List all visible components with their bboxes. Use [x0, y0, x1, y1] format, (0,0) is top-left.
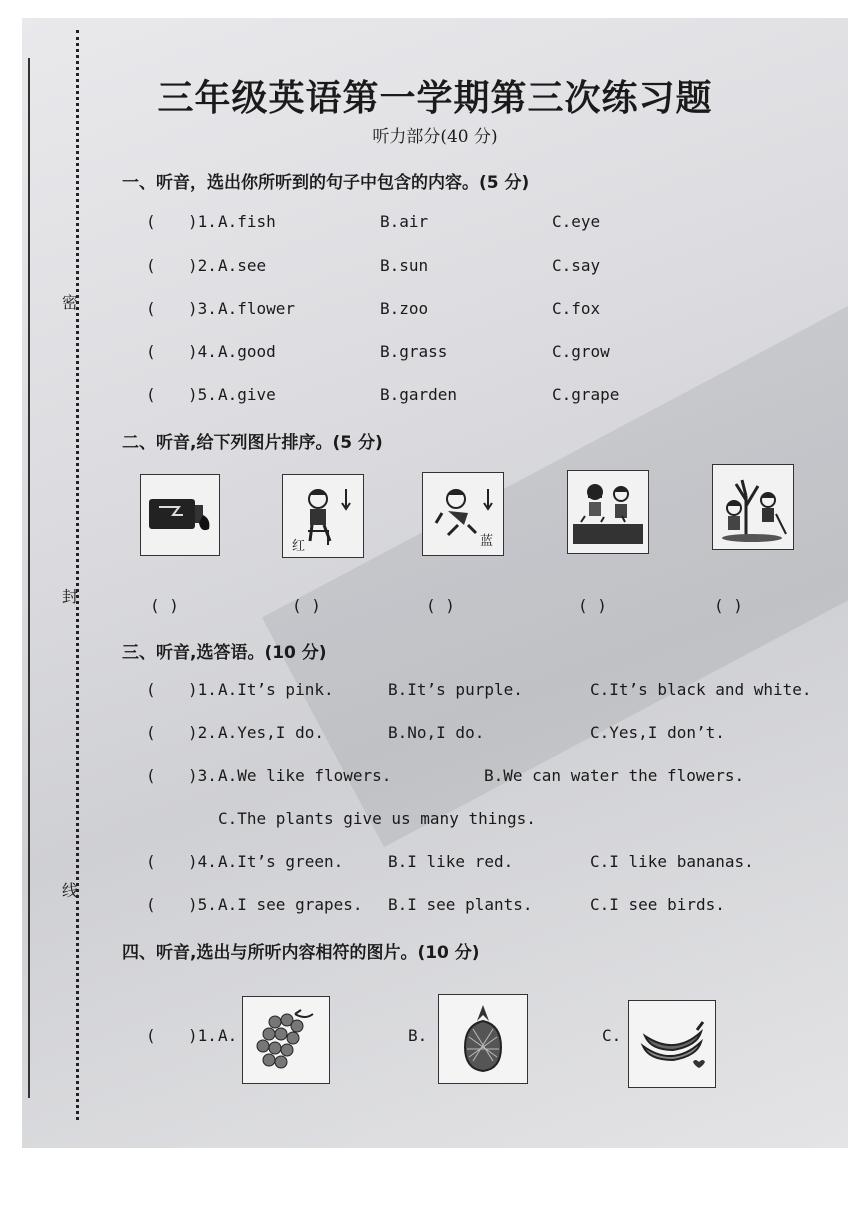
page-title: 三年级英语第一学期第三次练习题 — [157, 78, 713, 119]
children-tree-icon — [716, 470, 790, 544]
section4-heading: 四、听音,选出与所听内容相符的图片。(10 分) — [122, 943, 480, 963]
order-blank-3[interactable]: ( ) — [426, 596, 455, 615]
paint-tube-icon — [145, 485, 215, 545]
question-number: )4. — [188, 852, 217, 871]
question-number: )4. — [188, 342, 217, 361]
s4-question-1 — [22, 1026, 848, 1052]
question-number: )1. — [188, 1026, 217, 1045]
binding-char-feng: 封 — [62, 587, 79, 606]
s1-question-1 — [22, 212, 848, 238]
s1-question-2 — [22, 256, 848, 282]
option-c: C.Yes,I don’t. — [590, 723, 725, 742]
option-c-label: C. — [602, 1026, 622, 1045]
picture-children-planting — [567, 470, 649, 554]
option-a: A.It’s pink. — [218, 680, 334, 699]
option-c: C.I like bananas. — [590, 852, 754, 871]
option-c: C.I see birds. — [590, 895, 725, 914]
option-b: B.I like red. — [388, 852, 514, 871]
s1-question-4 — [22, 342, 848, 368]
worksheet-page — [22, 18, 848, 1148]
option-c: C.It’s black and white. — [590, 680, 812, 699]
answer-blank[interactable]: ( — [146, 1026, 156, 1045]
question-number: )3. — [188, 766, 217, 785]
binding-dotted-line — [76, 30, 79, 1120]
picture-paint-tube — [140, 474, 220, 556]
s3-question-1 — [22, 680, 848, 706]
option-b: B.zoo — [380, 299, 429, 318]
s1-question-5 — [22, 385, 848, 411]
answer-blank[interactable]: ( — [146, 723, 156, 742]
binding-char-xian: 线 — [62, 881, 79, 900]
section2-heading: 二、听音,给下列图片排序。(5 分) — [122, 433, 383, 453]
s3-question-3-cont — [22, 809, 848, 835]
question-number: )3. — [188, 299, 217, 318]
option-c: C.fox — [552, 299, 601, 318]
option-a: A.fish — [218, 212, 276, 231]
page-subtitle: 听力部分(40 分) — [372, 127, 498, 147]
s3-question-3 — [22, 766, 848, 792]
shadow-overlay — [262, 289, 848, 847]
order-blank-4[interactable]: ( ) — [578, 596, 607, 615]
option-b: B.No,I do. — [388, 723, 485, 742]
section1-heading: 一、听音，选出你所听到的句子中包含的内容。(5 分) — [122, 173, 530, 193]
s1-question-3 — [22, 299, 848, 325]
option-a-label: A. — [218, 1026, 238, 1045]
picture-grapes — [242, 996, 330, 1084]
picture-label-red: 红 — [292, 539, 306, 554]
answer-blank[interactable]: ( — [146, 385, 156, 404]
binding-char-mi: 密 — [62, 293, 79, 312]
order-blank-1[interactable]: ( ) — [150, 596, 179, 615]
option-a: A.see — [218, 256, 267, 275]
question-number: )5. — [188, 895, 217, 914]
option-c: C.The plants give us many things. — [218, 809, 536, 828]
order-blank-2[interactable]: ( ) — [292, 596, 321, 615]
answer-blank[interactable]: ( — [146, 342, 156, 361]
s3-question-2 — [22, 723, 848, 749]
option-b: B.sun — [380, 256, 429, 275]
question-number: )2. — [188, 256, 217, 275]
question-number: )1. — [188, 680, 217, 699]
s3-question-5 — [22, 895, 848, 921]
option-a: A.I see grapes. — [218, 895, 363, 914]
option-b-label: B. — [408, 1026, 428, 1045]
answer-blank[interactable]: ( — [146, 852, 156, 871]
question-number: )1. — [188, 212, 217, 231]
order-blank-5[interactable]: ( ) — [714, 596, 743, 615]
picture-pineapple — [438, 994, 528, 1084]
answer-blank[interactable]: ( — [146, 212, 156, 231]
option-c: C.eye — [552, 212, 601, 231]
option-a: A.flower — [218, 299, 296, 318]
picture-children-tree — [712, 464, 794, 550]
option-a: A.Yes,I do. — [218, 723, 324, 742]
option-b: B.grass — [380, 342, 448, 361]
s3-question-4 — [22, 852, 848, 878]
section3-heading: 三、听音,选答语。(10 分) — [122, 643, 327, 663]
option-b: B.We can water the flowers. — [484, 766, 745, 785]
question-number: )5. — [188, 385, 217, 404]
pineapple-icon — [455, 1003, 511, 1075]
children-planting-icon — [571, 476, 645, 548]
picture-bananas — [628, 1000, 716, 1088]
option-b: B.air — [380, 212, 429, 231]
option-a: A.give — [218, 385, 276, 404]
option-a: A.We like flowers. — [218, 766, 392, 785]
answer-blank[interactable]: ( — [146, 680, 156, 699]
answer-blank[interactable]: ( — [146, 299, 156, 318]
answer-blank[interactable]: ( — [146, 895, 156, 914]
picture-label-blue: 蓝 — [480, 534, 494, 549]
bananas-icon — [637, 1016, 707, 1072]
option-a: A.good — [218, 342, 276, 361]
option-a: A.It’s green. — [218, 852, 344, 871]
option-b: B.It’s purple. — [388, 680, 523, 699]
option-b: B.I see plants. — [388, 895, 533, 914]
question-number: )2. — [188, 723, 217, 742]
option-c: C.grow — [552, 342, 610, 361]
option-b: B.garden — [380, 385, 458, 404]
option-c: C.say — [552, 256, 601, 275]
grapes-icon — [251, 1008, 321, 1072]
answer-blank[interactable]: ( — [146, 766, 156, 785]
option-c: C.grape — [552, 385, 620, 404]
answer-blank[interactable]: ( — [146, 256, 156, 275]
